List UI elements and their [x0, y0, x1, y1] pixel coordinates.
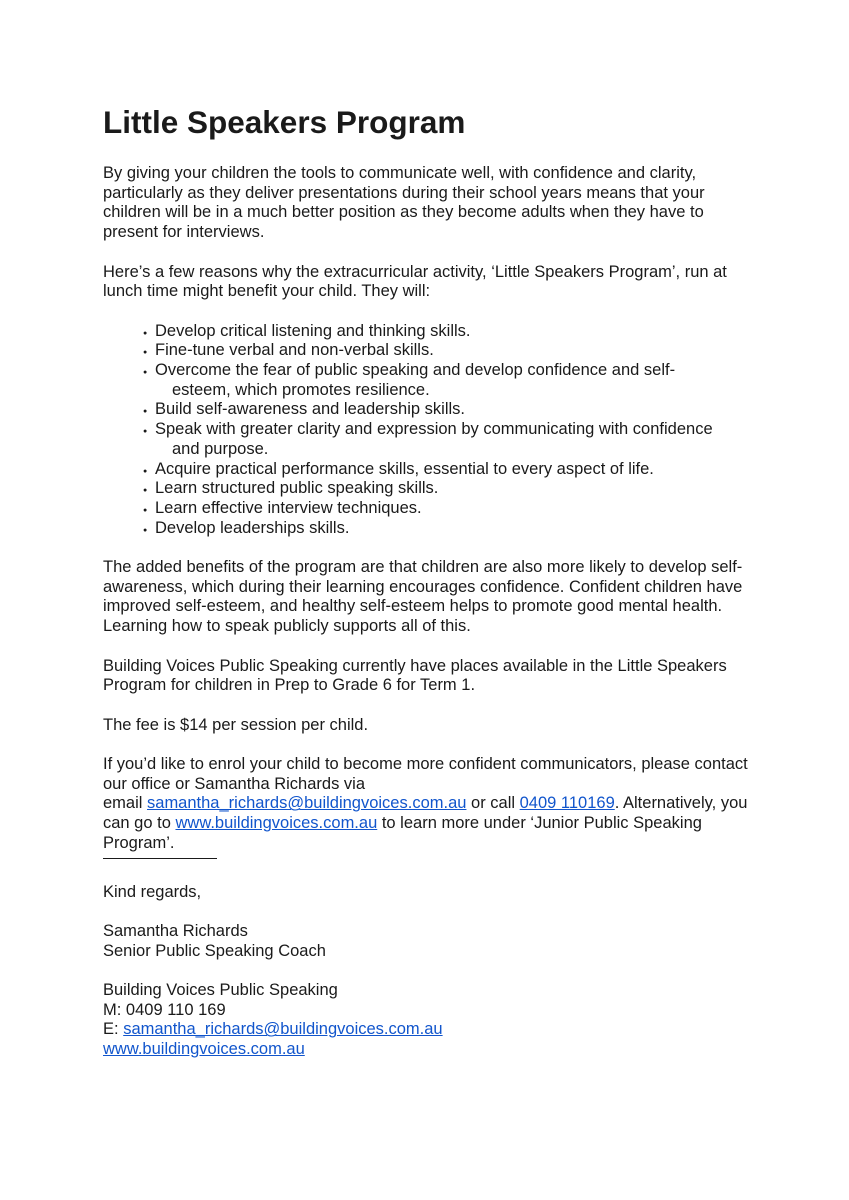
enrol-text-4: . Alternatively, you can go to: [103, 794, 748, 833]
benefits-list: [103, 322, 753, 539]
benefit-item: [103, 361, 753, 400]
benefit-text: Fine-tune verbal and non-verbal skills.: [155, 341, 434, 360]
bullet-icon: ●: [143, 408, 148, 416]
benefit-item: [103, 460, 753, 480]
benefit-text: Build self-awareness and leadership skills.: [155, 400, 465, 419]
benefit-text-continued: esteem, which promotes resilience.: [172, 380, 430, 399]
signature-email-link[interactable]: samantha_richards@buildingvoices.com.au: [123, 1020, 443, 1039]
added-benefits-paragraph: The added benefits of the program are that children are also more likely to develop self-awareness, which during their learning encourages confidence. Confident children have improved self-esteem, and healthy self-esteem helps to promote good mental health. Learning how to speak publicly supports all of this.: [103, 558, 743, 636]
signature-divider: [103, 858, 217, 859]
signature-mobile: 0409 110 169: [125, 1000, 226, 1019]
intro-paragraph: By giving your children the tools to communicate well, with confidence and clarity, particularly as they deliver presentations during their school years means that your children will be in a much better position as they become adults when they have to present for interviews.: [103, 164, 705, 242]
closing-line: Kind regards,: [103, 882, 202, 901]
fee-paragraph: The fee is $14 per session per child.: [103, 715, 369, 734]
enrol-text-2: email: [103, 794, 148, 813]
enrol-text-3: or call: [466, 794, 520, 813]
bullet-icon: ●: [143, 467, 148, 475]
benefit-text-continued: and purpose.: [172, 439, 269, 458]
bullet-icon: ●: [143, 329, 148, 337]
signature-website-link[interactable]: www.buildingvoices.com.au: [103, 1040, 305, 1059]
signature-contact-block: [103, 981, 753, 1060]
benefit-item: [103, 420, 753, 459]
benefit-item: [103, 479, 753, 499]
bullet-icon: ●: [143, 526, 148, 534]
bullet-icon: ●: [143, 349, 148, 357]
bullet-icon: ●: [143, 506, 148, 514]
benefit-text: Speak with greater clarity and expression by communicating with confidence: [155, 420, 713, 439]
enrol-website-link[interactable]: www.buildingvoices.com.au: [175, 814, 378, 833]
enrol-phone-link[interactable]: 0409 110169: [519, 794, 615, 813]
signature-role: Senior Public Speaking Coach: [103, 941, 326, 960]
enrol-text-1: If you’d like to enrol your child to become more confident communicators, please contact our office or Samantha Richards via: [103, 755, 748, 793]
benefit-item: [103, 322, 753, 342]
bullet-icon: ●: [143, 428, 148, 436]
page-title: Little Speakers Program: [103, 104, 466, 140]
benefit-item: [103, 341, 753, 361]
availability-paragraph: Building Voices Public Speaking currently have places available in the Little Speakers Program for children in Prep to Grade 6 for Term 1.: [103, 656, 727, 695]
signature-name-block: [103, 922, 753, 961]
signature-org: Building Voices Public Speaking: [103, 981, 338, 999]
benefit-text: Acquire practical performance skills, essential to every aspect of life.: [155, 459, 654, 478]
benefit-text: Learn effective interview techniques.: [155, 498, 422, 517]
benefit-item: [103, 499, 753, 519]
benefit-text: Learn structured public speaking skills.: [155, 479, 439, 498]
benefit-text: Develop leaderships skills.: [155, 518, 350, 537]
signature-name: Samantha Richards: [103, 921, 248, 940]
bullet-icon: ●: [143, 369, 148, 376]
signature-mobile-prefix: M:: [103, 1000, 126, 1019]
benefit-text: Overcome the fear of public speaking and develop confidence and self-: [155, 361, 676, 379]
reasons-lead-paragraph: Here’s a few reasons why the extracurricular activity, ‘Little Speakers Program’, run at lunch time might benefit your child. They will:: [103, 262, 727, 301]
benefit-item: [103, 519, 753, 539]
enrol-text-5: to learn more under ‘Junior Public Speaking Program’.: [103, 814, 702, 852]
document-page: [103, 103, 753, 1060]
bullet-icon: ●: [143, 487, 148, 495]
benefit-item: [103, 400, 753, 420]
enrol-paragraph: [103, 755, 753, 854]
signature-email-prefix: E:: [103, 1020, 124, 1039]
enrol-email-link[interactable]: samantha_richards@buildingvoices.com.au: [147, 794, 467, 813]
benefit-text: Develop critical listening and thinking skills.: [155, 321, 471, 340]
